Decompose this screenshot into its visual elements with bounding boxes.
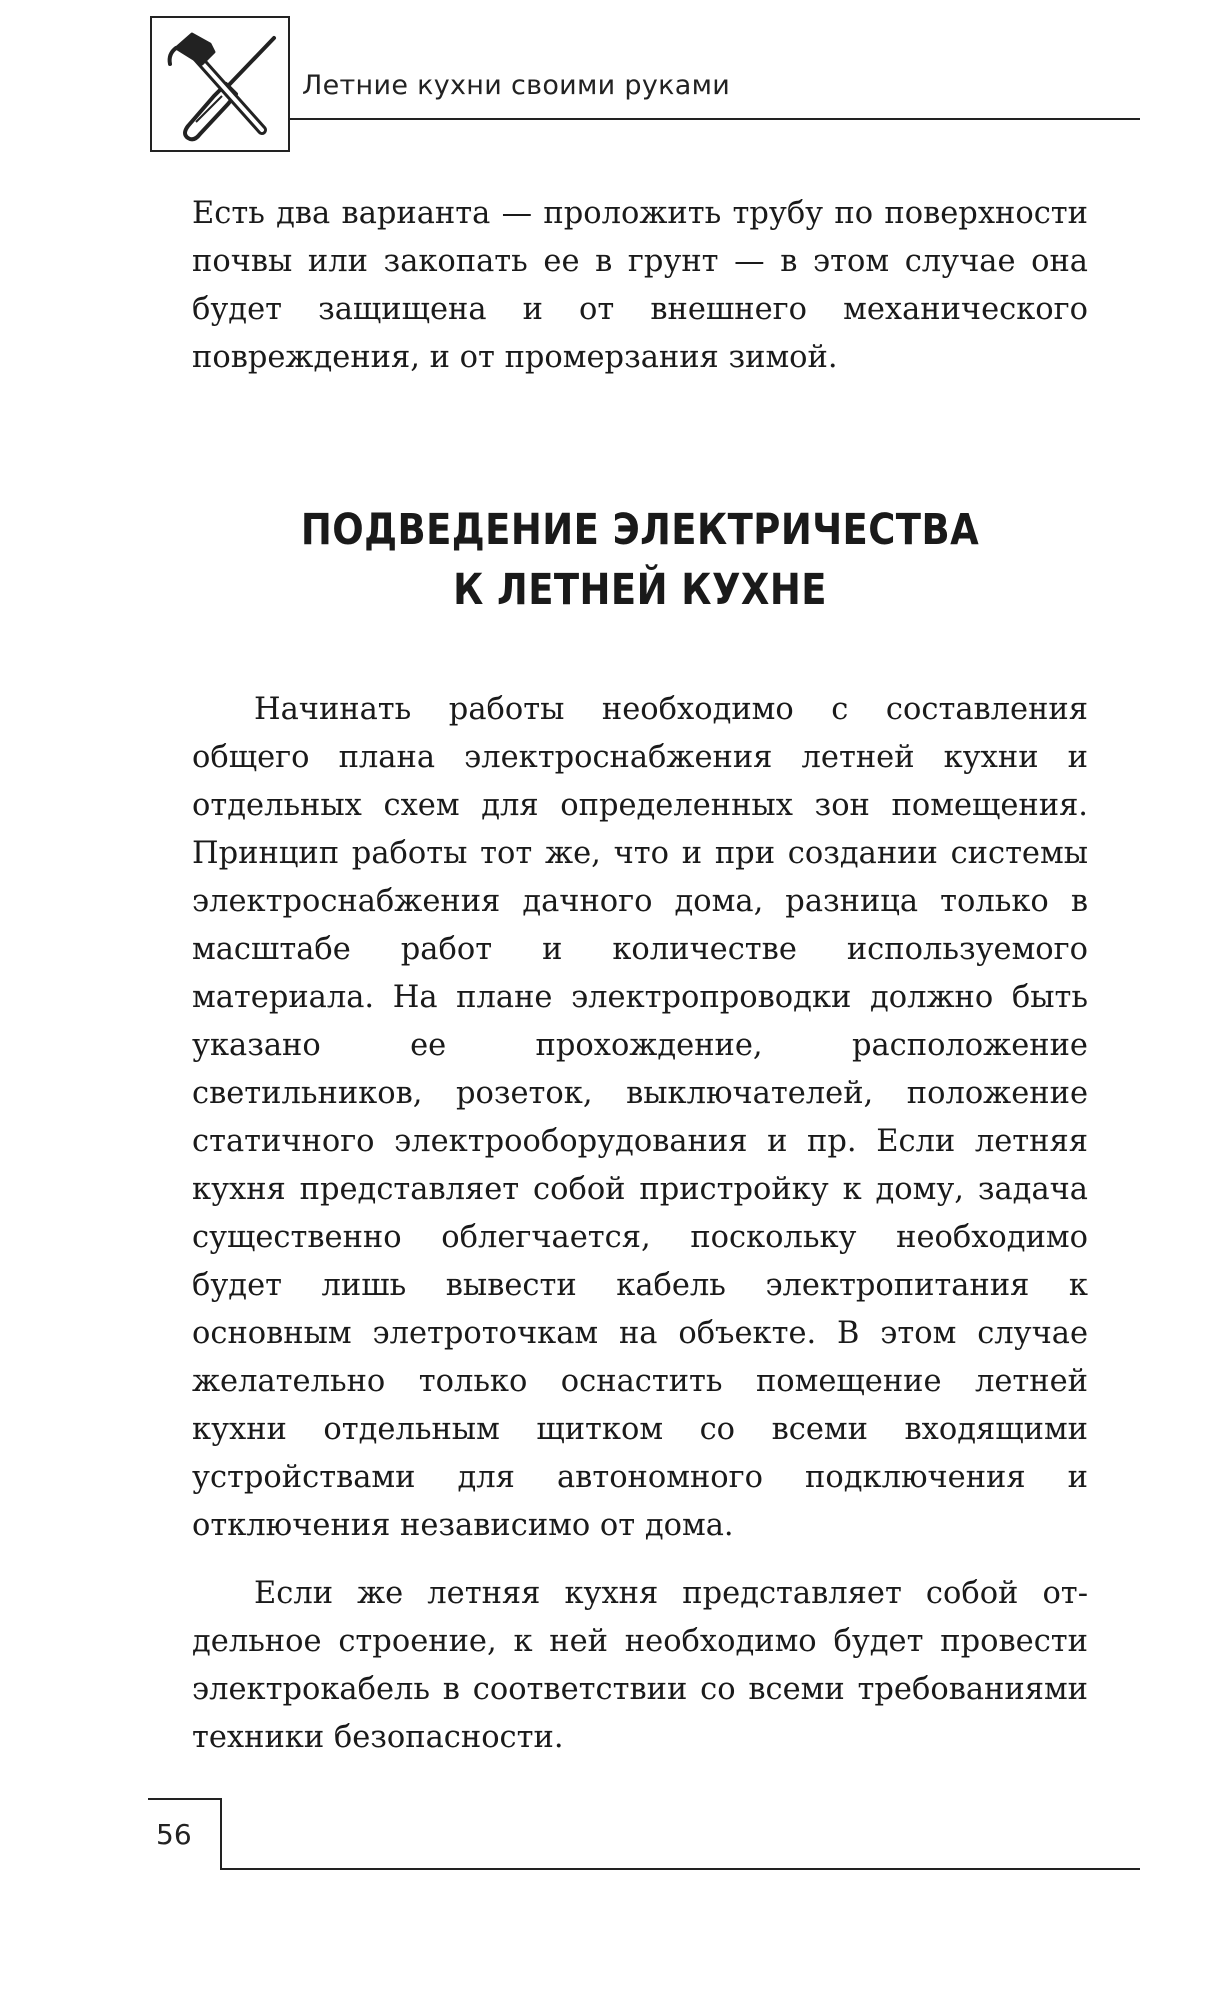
header-emblem: [150, 16, 290, 152]
header-rule: [290, 118, 1140, 120]
section-heading-line2: К ЛЕТНЕЙ КУХНЕ: [453, 565, 827, 615]
page-number: 56: [156, 1818, 192, 1851]
hammer-screwdriver-icon: [152, 18, 288, 150]
intro-paragraph: Есть два варианта — проложить трубу по поверхности почвы или закопать ее в грунт — в этом случае она будет защищена и от внешнего механического повреждения, и от промерзания зимой.: [192, 196, 1088, 375]
section-heading-line1: ПОДВЕДЕНИЕ ЭЛЕКТРИЧЕСТВА: [300, 505, 980, 555]
running-header-title: Летние кухни своими руками: [302, 70, 731, 101]
footer-rule: [222, 1868, 1140, 1870]
body-paragraph-2: Если же летняя кухня представляет собой отдельное строение, к ней необходимо будет провести электрокабель в соответствии со всеми требованиями техники безопасности.: [192, 1576, 1088, 1755]
body-paragraph-1: Начинать работы необходимо с составления общего плана электроснабжения летней кухни и отдельных схем для определенных зон помещения. Принцип работы тот же, что и при создании системы электроснабжения дачного дома, разница только в масштабе работ и количестве используемого материала. На плане электропроводки должно быть указано ее прохождение, расположение светильников, розеток, выключателей, положение статичного электрооборудования и пр. Если летняя кухня представляет собой пристройку к дому, задача существенно облегчается, поскольку необходимо будет лишь вывести кабель электропитания к основным элетроточкам на объекте. В этом случае желательно только оснастить помещение летней кухни отдельным щитком со всеми входящими устройствами для автономного подключения и отключения независимо от дома.: [192, 692, 1088, 1543]
section-heading: [255, 500, 1026, 620]
